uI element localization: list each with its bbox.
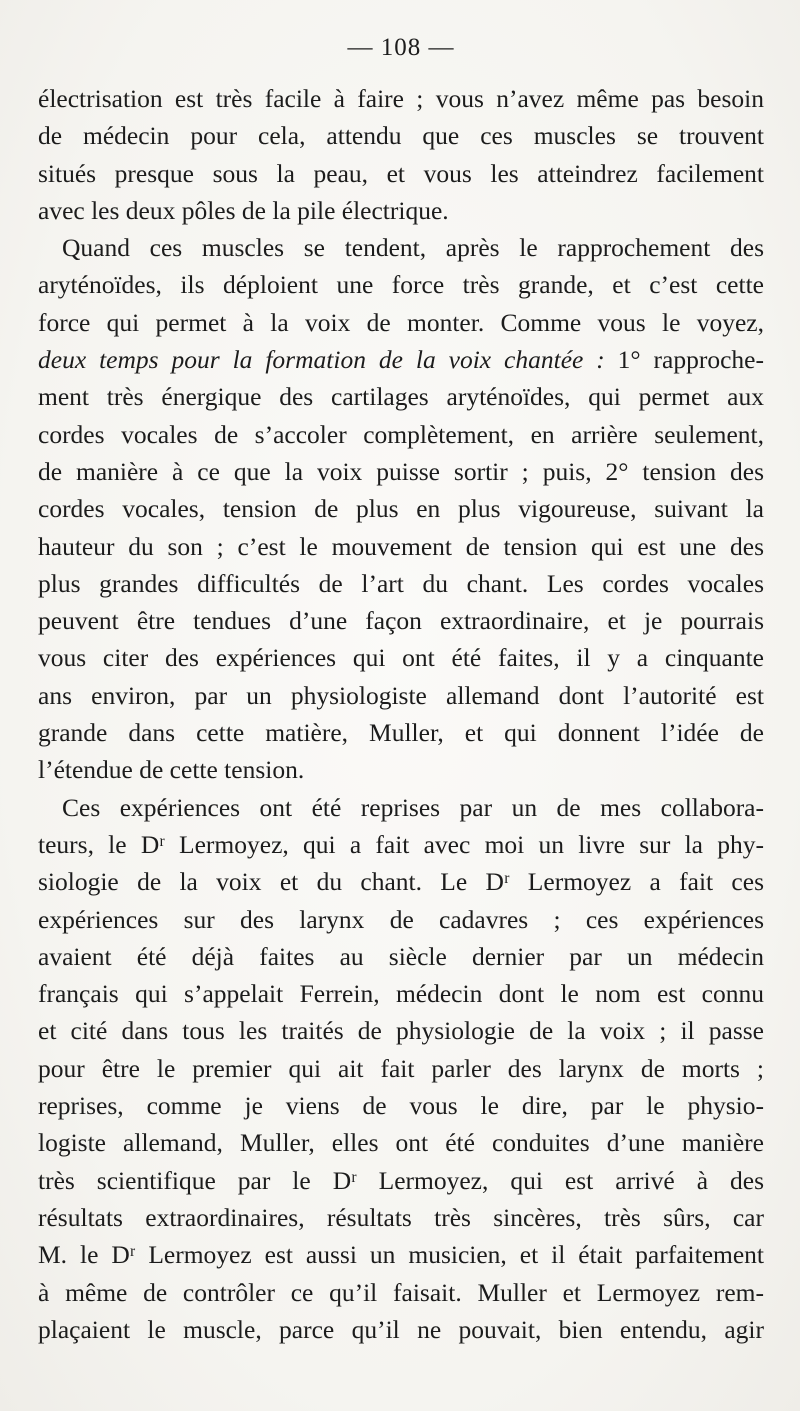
text-line [38, 341, 764, 378]
page-number: — 108 — [347, 34, 455, 61]
line-text: et cité dans tous les traités de physiologie de la voix ; il passe [38, 1016, 764, 1046]
line-text: Quand ces muscles se tendent, après le rapprochement des [62, 233, 764, 263]
text-line [38, 863, 764, 900]
text-line [38, 602, 764, 639]
line-text: cordes vocales, tension de plus en plus vigoureuse, suivant la [38, 494, 764, 524]
text-line [38, 117, 764, 154]
line-text: pour être le premier qui ait fait parler des larynx de morts ; [38, 1053, 764, 1083]
text-line [38, 1124, 764, 1161]
text-line [38, 229, 764, 266]
line-text: électrisation est très facile à faire ; vous n’avez même pas besoin [38, 84, 764, 113]
text-line [38, 677, 764, 714]
text-line [38, 1087, 764, 1124]
text-line [38, 938, 764, 975]
line-text: M. le Dʳ Lermoyez est aussi un musicien, et il était parfaitement [38, 1240, 764, 1270]
text-line [38, 826, 764, 863]
text-line [38, 975, 764, 1012]
text-line [38, 1274, 764, 1311]
text-line [38, 1199, 764, 1236]
text-line [38, 192, 764, 229]
line-text: logiste allemand, Muller, elles ont été conduites d’une manière [38, 1128, 764, 1158]
text-line [38, 304, 764, 341]
line-text: situés presque sous la peau, et vous les atteindrez facilement [38, 158, 764, 188]
line-text: ment très énergique des cartilages aryténoïdes, qui permet aux [38, 382, 764, 412]
body-text [38, 80, 764, 1348]
line-text: avaient été déjà faites au siècle dernier par un médecin [38, 941, 764, 971]
text-line [38, 266, 764, 303]
line-text: à même de contrôler ce qu’il faisait. Muller et Lermoyez rem- [38, 1277, 764, 1307]
line-text: grande dans cette matière, Muller, et qui donnent l’idée de [38, 718, 764, 748]
line-text: de manière à ce que la voix puisse sortir ; puis, 2° tension des [38, 456, 764, 486]
line-text: ans environ, par un physiologiste allemand dont l’autorité est [38, 680, 764, 710]
text-line [38, 901, 764, 938]
line-text: de médecin pour cela, attendu que ces muscles se trouvent [38, 121, 764, 151]
line-text: très scientifique par le Dʳ Lermoyez, qui est arrivé à des [38, 1165, 764, 1195]
text-line [38, 1236, 764, 1273]
text-line [38, 565, 764, 602]
line-text: siologie de la voix et du chant. Le Dʳ Lermoyez a fait ces [38, 867, 764, 897]
line-text: cordes vocales de s’accoler complètement, en arrière seulement, [38, 419, 764, 449]
italic-phrase: deux temps pour la formation de la voix chantée : [38, 345, 605, 375]
line-text: aryténoïdes, ils déploient une force très grande, et c’est cette [38, 270, 764, 300]
text-line [38, 714, 764, 751]
line-text: vous citer des expériences qui ont été faites, il y a cinquante [38, 643, 764, 673]
text-line [38, 416, 764, 453]
line-text: peuvent être tendues d’une façon extraordinaire, et je pourrais [38, 606, 764, 636]
text-line [38, 1162, 764, 1199]
text-line [38, 490, 764, 527]
line-text: français qui s’appelait Ferrein, médecin dont le nom est connu [38, 979, 764, 1009]
text-line [38, 378, 764, 415]
text-line [38, 155, 764, 192]
line-text: reprises, comme je viens de vous le dire, par le physio- [38, 1091, 764, 1121]
text-line [38, 80, 764, 117]
text-line [38, 1012, 764, 1049]
line-text: avec les deux pôles de la pile électrique. [38, 195, 449, 225]
text-line [38, 751, 764, 788]
text-line [38, 639, 764, 676]
line-text: expériences sur des larynx de cadavres ; ces expériences [38, 904, 764, 934]
line-text: l’étendue de cette tension. [38, 755, 305, 785]
line-text: plus grandes difficultés de l’art du chant. Les cordes vocales [38, 568, 764, 598]
text-line [38, 528, 764, 565]
line-text: résultats extraordinaires, résultats très sincères, très sûrs, car [38, 1202, 764, 1232]
text-line [38, 453, 764, 490]
text-line [38, 1050, 764, 1087]
line-text: hauteur du son ; c’est le mouvement de tension qui est une des [38, 531, 764, 561]
text-line [38, 1311, 764, 1348]
line-text: Ces expériences ont été reprises par un de mes collabora- [62, 792, 764, 822]
line-text: teurs, le Dʳ Lermoyez, qui a fait avec moi un livre sur la phy- [38, 829, 764, 859]
text-line [38, 789, 764, 826]
line-text: force qui permet à la voix de monter. Comme vous le voyez, [38, 307, 764, 337]
line-text: plaçaient le muscle, parce qu’il ne pouvait, bien entendu, agir [38, 1314, 764, 1344]
line-text: 1° rapproche- [604, 345, 764, 375]
